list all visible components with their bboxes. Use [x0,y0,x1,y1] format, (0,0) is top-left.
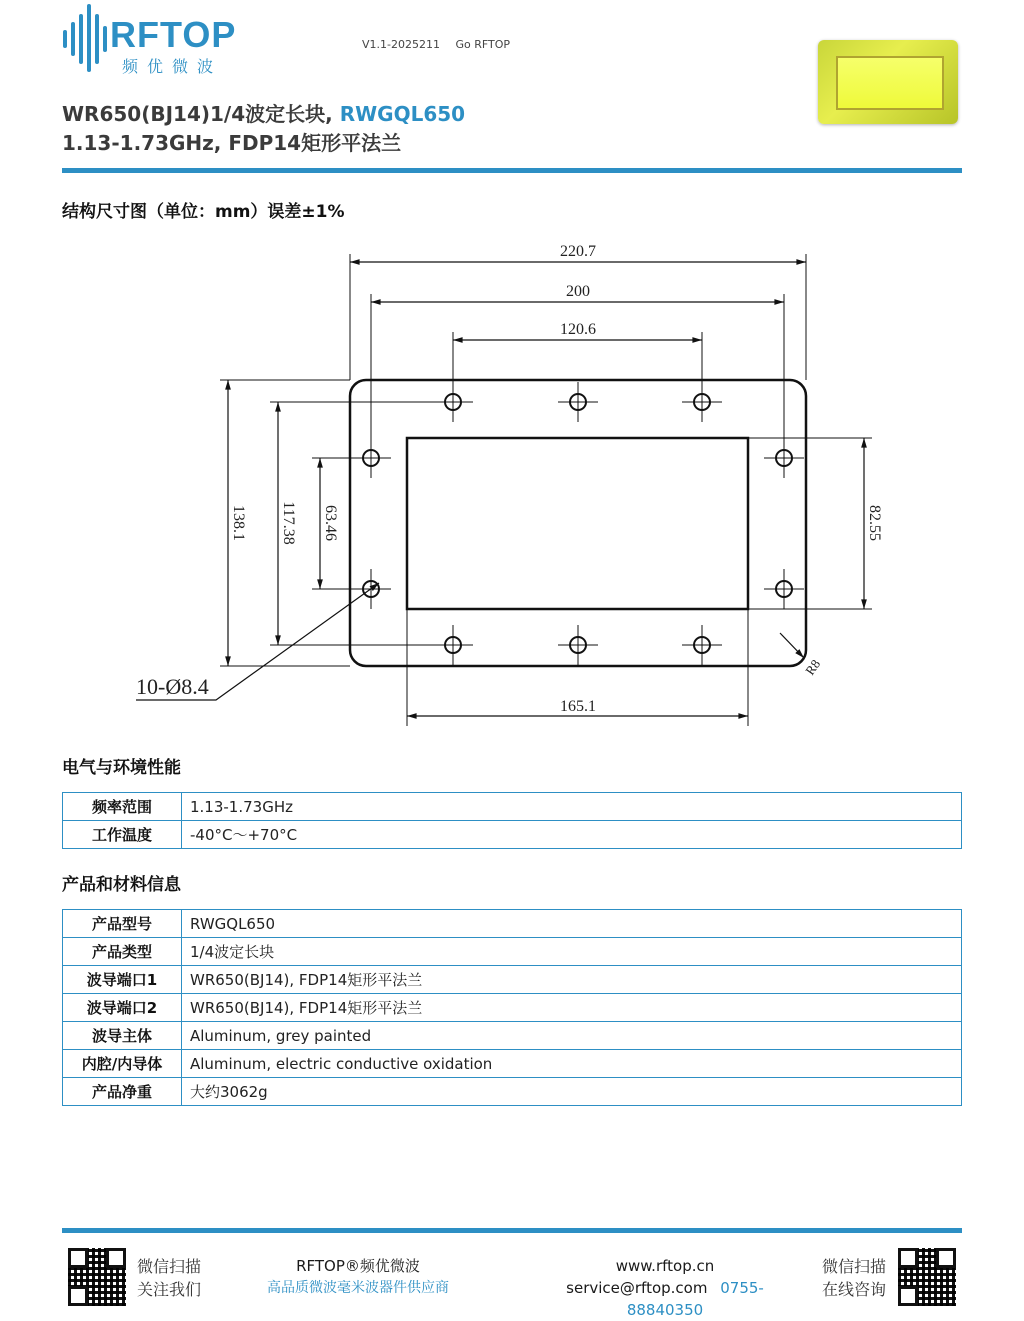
row-value: 1/4波定长块 [182,938,962,966]
drawing-heading: 结构尺寸图（单位：mm）误差±1% [62,202,345,222]
electrical-table [62,792,962,849]
product-model: RWGQL650 [339,102,466,126]
row-label: 产品型号 [63,910,182,938]
product-title [62,98,465,127]
table-row [63,966,962,994]
footer-contact-block [540,1255,790,1321]
footer-phone: 0755-88840350 [626,1279,764,1319]
row-label: 频率范围 [63,793,182,821]
row-label: 产品净重 [63,1078,182,1106]
footer-right-text [822,1255,886,1301]
logo-subtitle: 频优微波 [122,57,223,76]
qr-code-follow-icon [68,1248,126,1306]
product-title-main: WR650(BJ14)1/4波定长块, [62,102,340,126]
qr-code-consult-icon [898,1248,956,1306]
table-row [63,910,962,938]
row-label: 波导端口1 [63,966,182,994]
table-row [63,1078,962,1106]
footer-left-line1: 微信扫描 [137,1257,202,1276]
footer-left-text [137,1255,201,1301]
material-table [62,909,962,1106]
row-value: WR650(BJ14), FDP14矩形平法兰 [182,966,962,994]
dimension-drawing [120,230,900,740]
dim-hole-span-width: 200 [566,283,590,300]
footer-website[interactable]: www.rftop.cn [615,1257,715,1275]
footer-brand: RFTOP®频优微波 [296,1257,420,1275]
table-row [63,938,962,966]
footer-email[interactable]: service@rftop.com [566,1279,708,1297]
footer-right-line2: 在线咨询 [822,1280,887,1299]
dim-hole-span-height: 117.38 [280,501,297,545]
row-label: 波导端口2 [63,994,182,1022]
table-row [63,821,962,849]
product-photo [818,40,958,124]
row-value: Aluminum, electric conductive oxidation [182,1050,962,1078]
dim-overall-width: 220.7 [560,243,596,260]
row-value: RWGQL650 [182,910,962,938]
version-line [362,38,522,51]
header-divider [62,168,962,173]
footer-right-line1: 微信扫描 [822,1257,887,1276]
row-value: Aluminum, grey painted [182,1022,962,1050]
table-row [63,1050,962,1078]
row-label: 波导主体 [63,1022,182,1050]
table-row [63,994,962,1022]
product-subtitle: 1.13-1.73GHz, FDP14矩形平法兰 [62,131,402,155]
dim-aperture-height: 82.55 [866,505,883,541]
footer-slogan: 高品质微波毫米波器件供应商 [267,1280,449,1296]
table-row [63,793,962,821]
footer-brand-block [258,1255,458,1299]
row-label: 工作温度 [63,821,182,849]
footer-left-line2: 关注我们 [137,1280,202,1299]
dim-overall-height: 138.1 [230,505,247,541]
row-value: 1.13-1.73GHz [182,793,962,821]
material-heading: 产品和材料信息 [62,875,181,895]
electrical-heading: 电气与环境性能 [62,758,181,778]
version-number: V1.1-2025211 [362,38,440,51]
row-value: WR650(BJ14), FDP14矩形平法兰 [182,994,962,1022]
brand-link[interactable]: Go RFTOP [455,38,511,51]
footer-divider [62,1228,962,1233]
dim-holes: 10-Ø8.4 [136,674,209,699]
dim-hole-inner-width: 120.6 [560,321,596,338]
row-label: 产品类型 [63,938,182,966]
row-value: 大约3062g [182,1078,962,1106]
dim-corner-radius: R8 [802,656,824,678]
table-row [63,1022,962,1050]
row-value: -40°C～+70°C [182,821,962,849]
row-label: 内腔/内导体 [63,1050,182,1078]
logo-wave-icon [62,2,112,74]
dim-hole-inner-height: 63.46 [322,505,339,541]
dim-aperture-width: 165.1 [560,698,596,715]
logo-text: RFTOP [110,14,237,55]
